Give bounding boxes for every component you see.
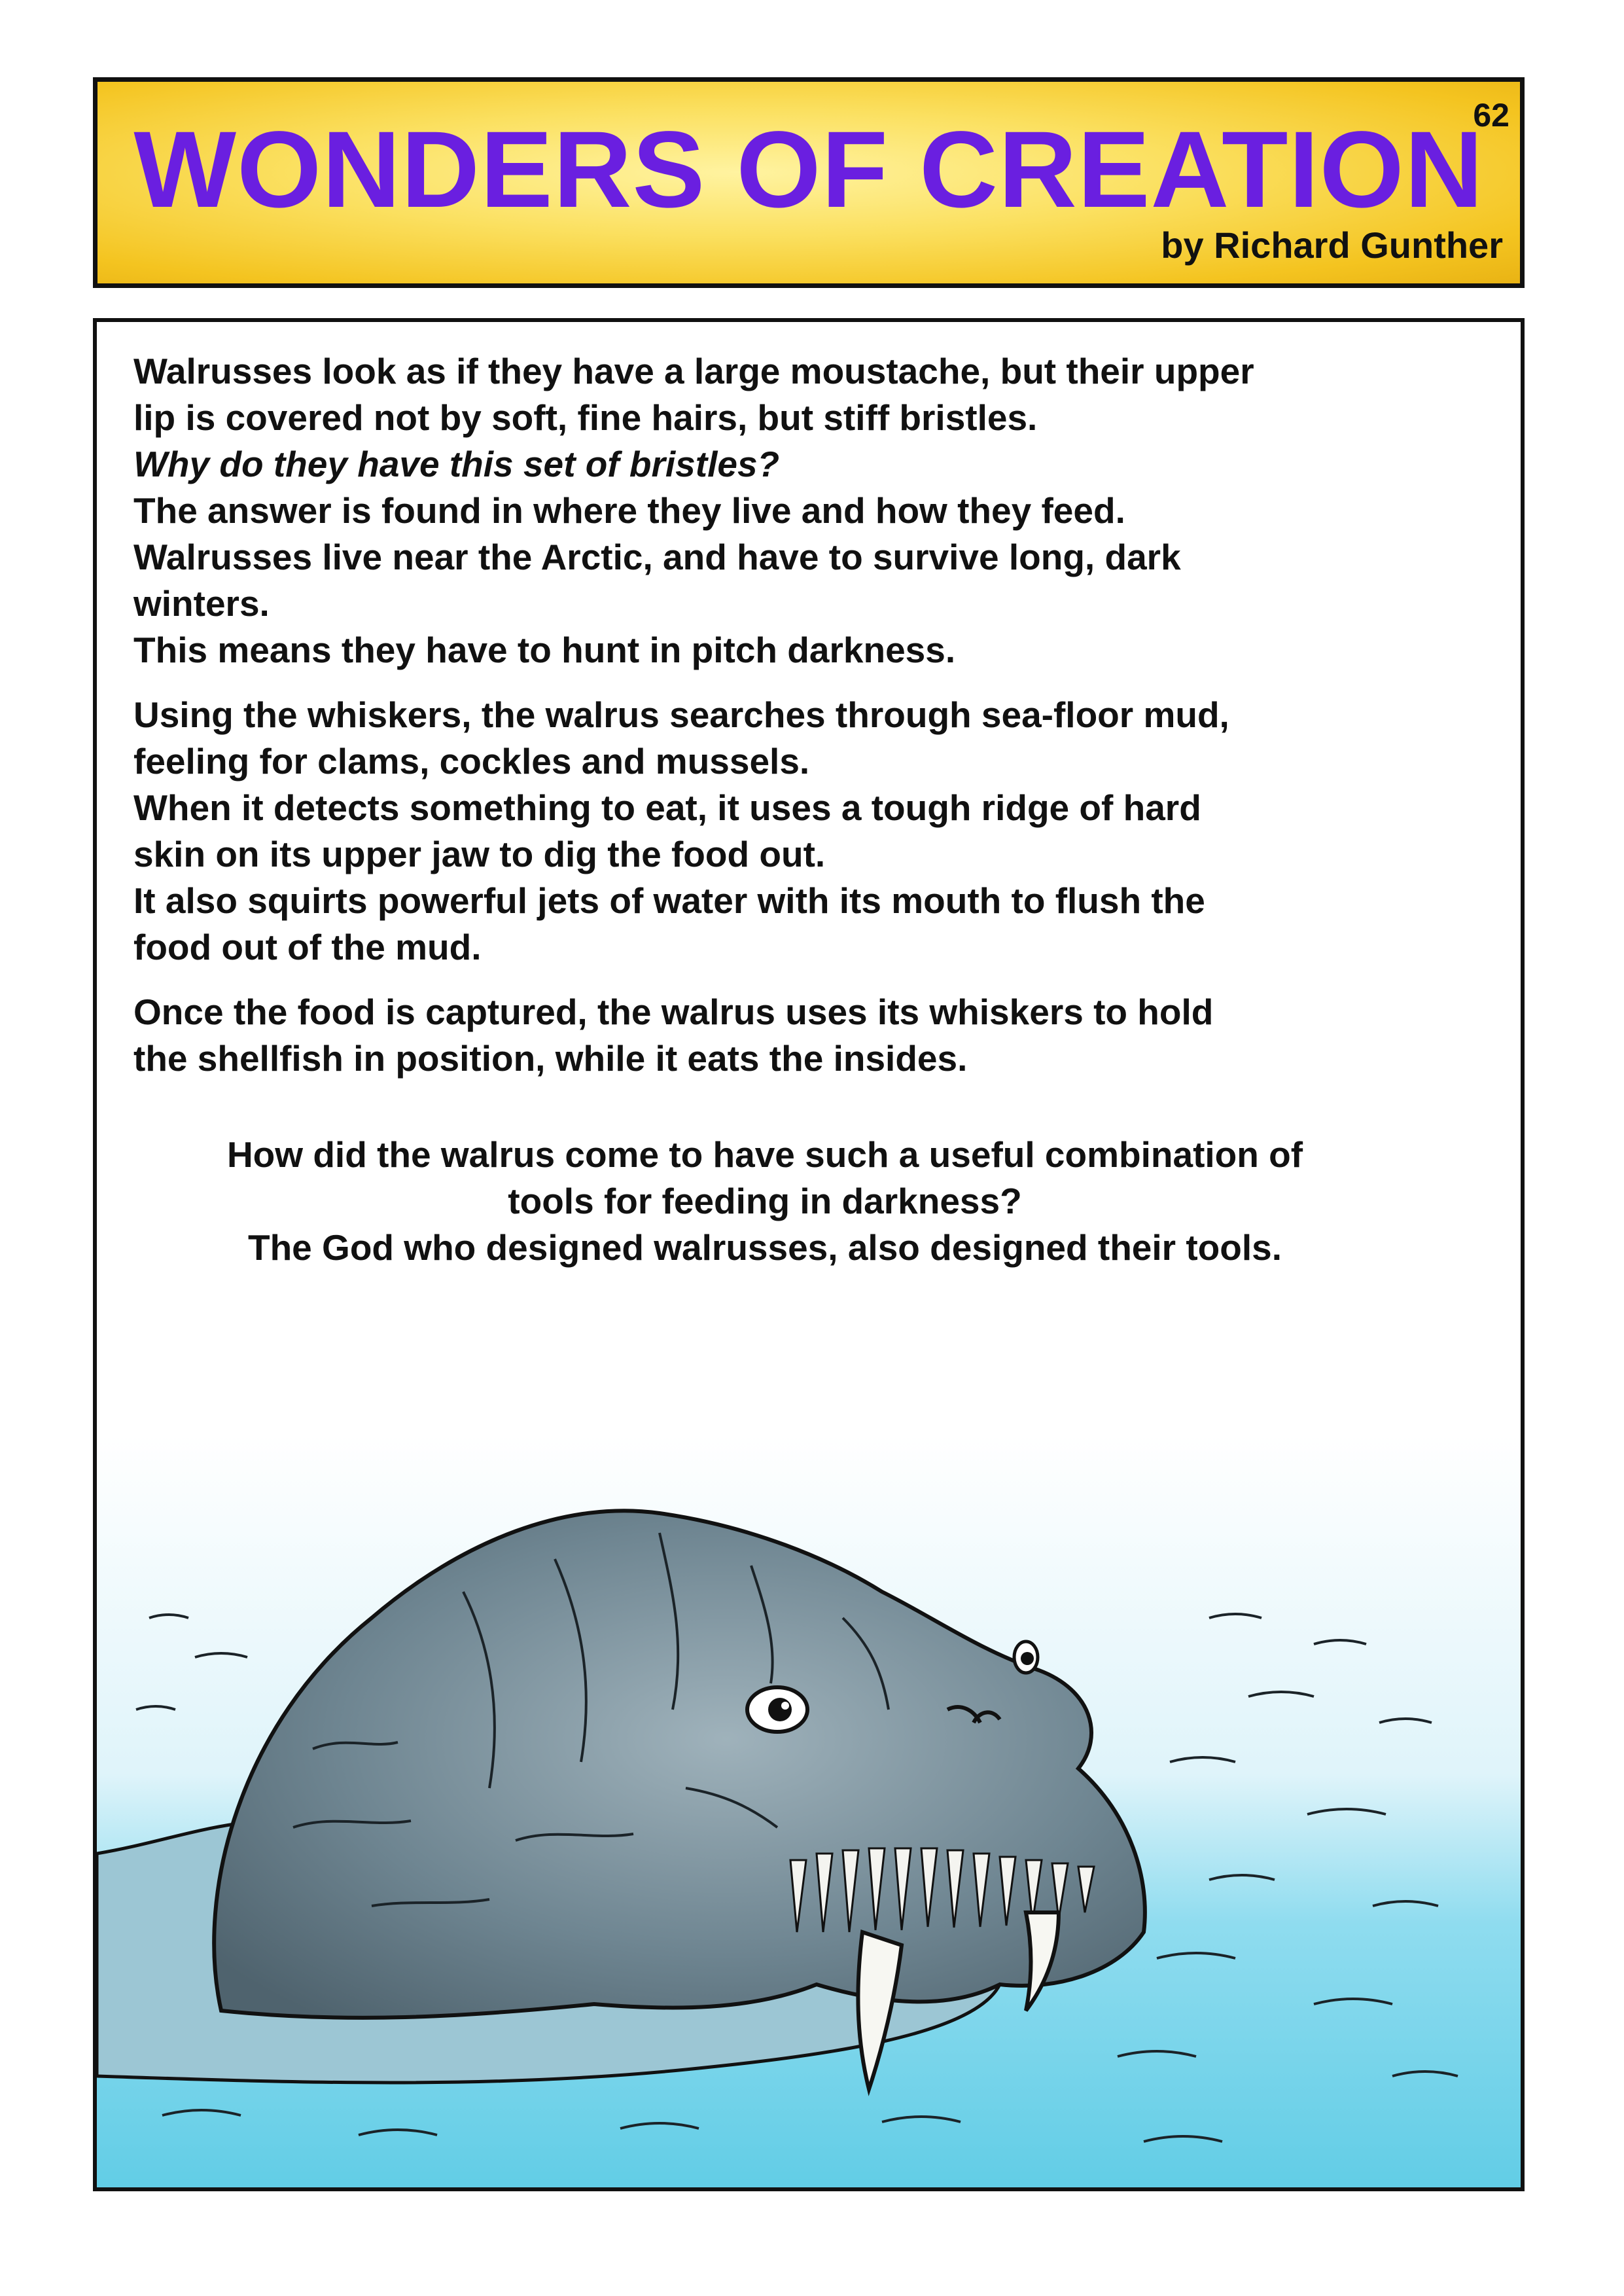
text-line: skin on its upper jaw to dig the food out. — [133, 834, 826, 874]
paragraph-1 — [133, 348, 1481, 673]
text-line: tools for feeding in darkness? — [508, 1181, 1022, 1221]
text-line: lip is covered not by soft, fine hairs, but stiff bristles. — [133, 397, 1038, 438]
text-line: It also squirts powerful jets of water with its mouth to flush the — [133, 880, 1205, 921]
text-line: How did the walrus come to have such a useful combination of — [226, 1134, 1303, 1175]
text-line: Once the food is captured, the walrus uses its whiskers to hold — [133, 992, 1214, 1032]
closing-paragraph — [133, 1132, 1396, 1271]
content-frame — [93, 318, 1525, 2191]
text-line: The God who designed walrusses, also designed their tools. — [247, 1227, 1282, 1268]
walrus-eye — [747, 1687, 807, 1732]
walrus-far-eye — [1014, 1641, 1038, 1673]
text-line: Using the whiskers, the walrus searches through sea-floor mud, — [133, 694, 1229, 735]
article-text — [133, 348, 1481, 1289]
text-line: winters. — [133, 583, 270, 624]
text-line: food out of the mud. — [133, 927, 482, 967]
text-line: feeling for clams, cockles and mussels. — [133, 741, 810, 781]
paragraph-3 — [133, 989, 1481, 1082]
page-number: 62 — [1473, 97, 1509, 134]
question-line: Why do they have this set of bristles? — [133, 444, 780, 484]
text-line: When it detects something to eat, it uses a tough ridge of hard — [133, 787, 1201, 828]
byline: by Richard Gunther — [1161, 224, 1503, 266]
text-line: This means they have to hunt in pitch darkness. — [133, 630, 956, 670]
page-title: WONDERS OF CREATION — [133, 109, 1484, 230]
text-line: Walrusses live near the Arctic, and have to survive long, dark — [133, 537, 1181, 577]
paragraph-2 — [133, 692, 1481, 971]
text-line: Walrusses look as if they have a large moustache, but their upper — [133, 351, 1254, 391]
text-line: the shellfish in position, while it eats the insides. — [133, 1038, 968, 1079]
walrus-illustration — [97, 1251, 1521, 2187]
text-line: The answer is found in where they live and how they feed. — [133, 490, 1125, 531]
header-banner — [93, 77, 1525, 288]
